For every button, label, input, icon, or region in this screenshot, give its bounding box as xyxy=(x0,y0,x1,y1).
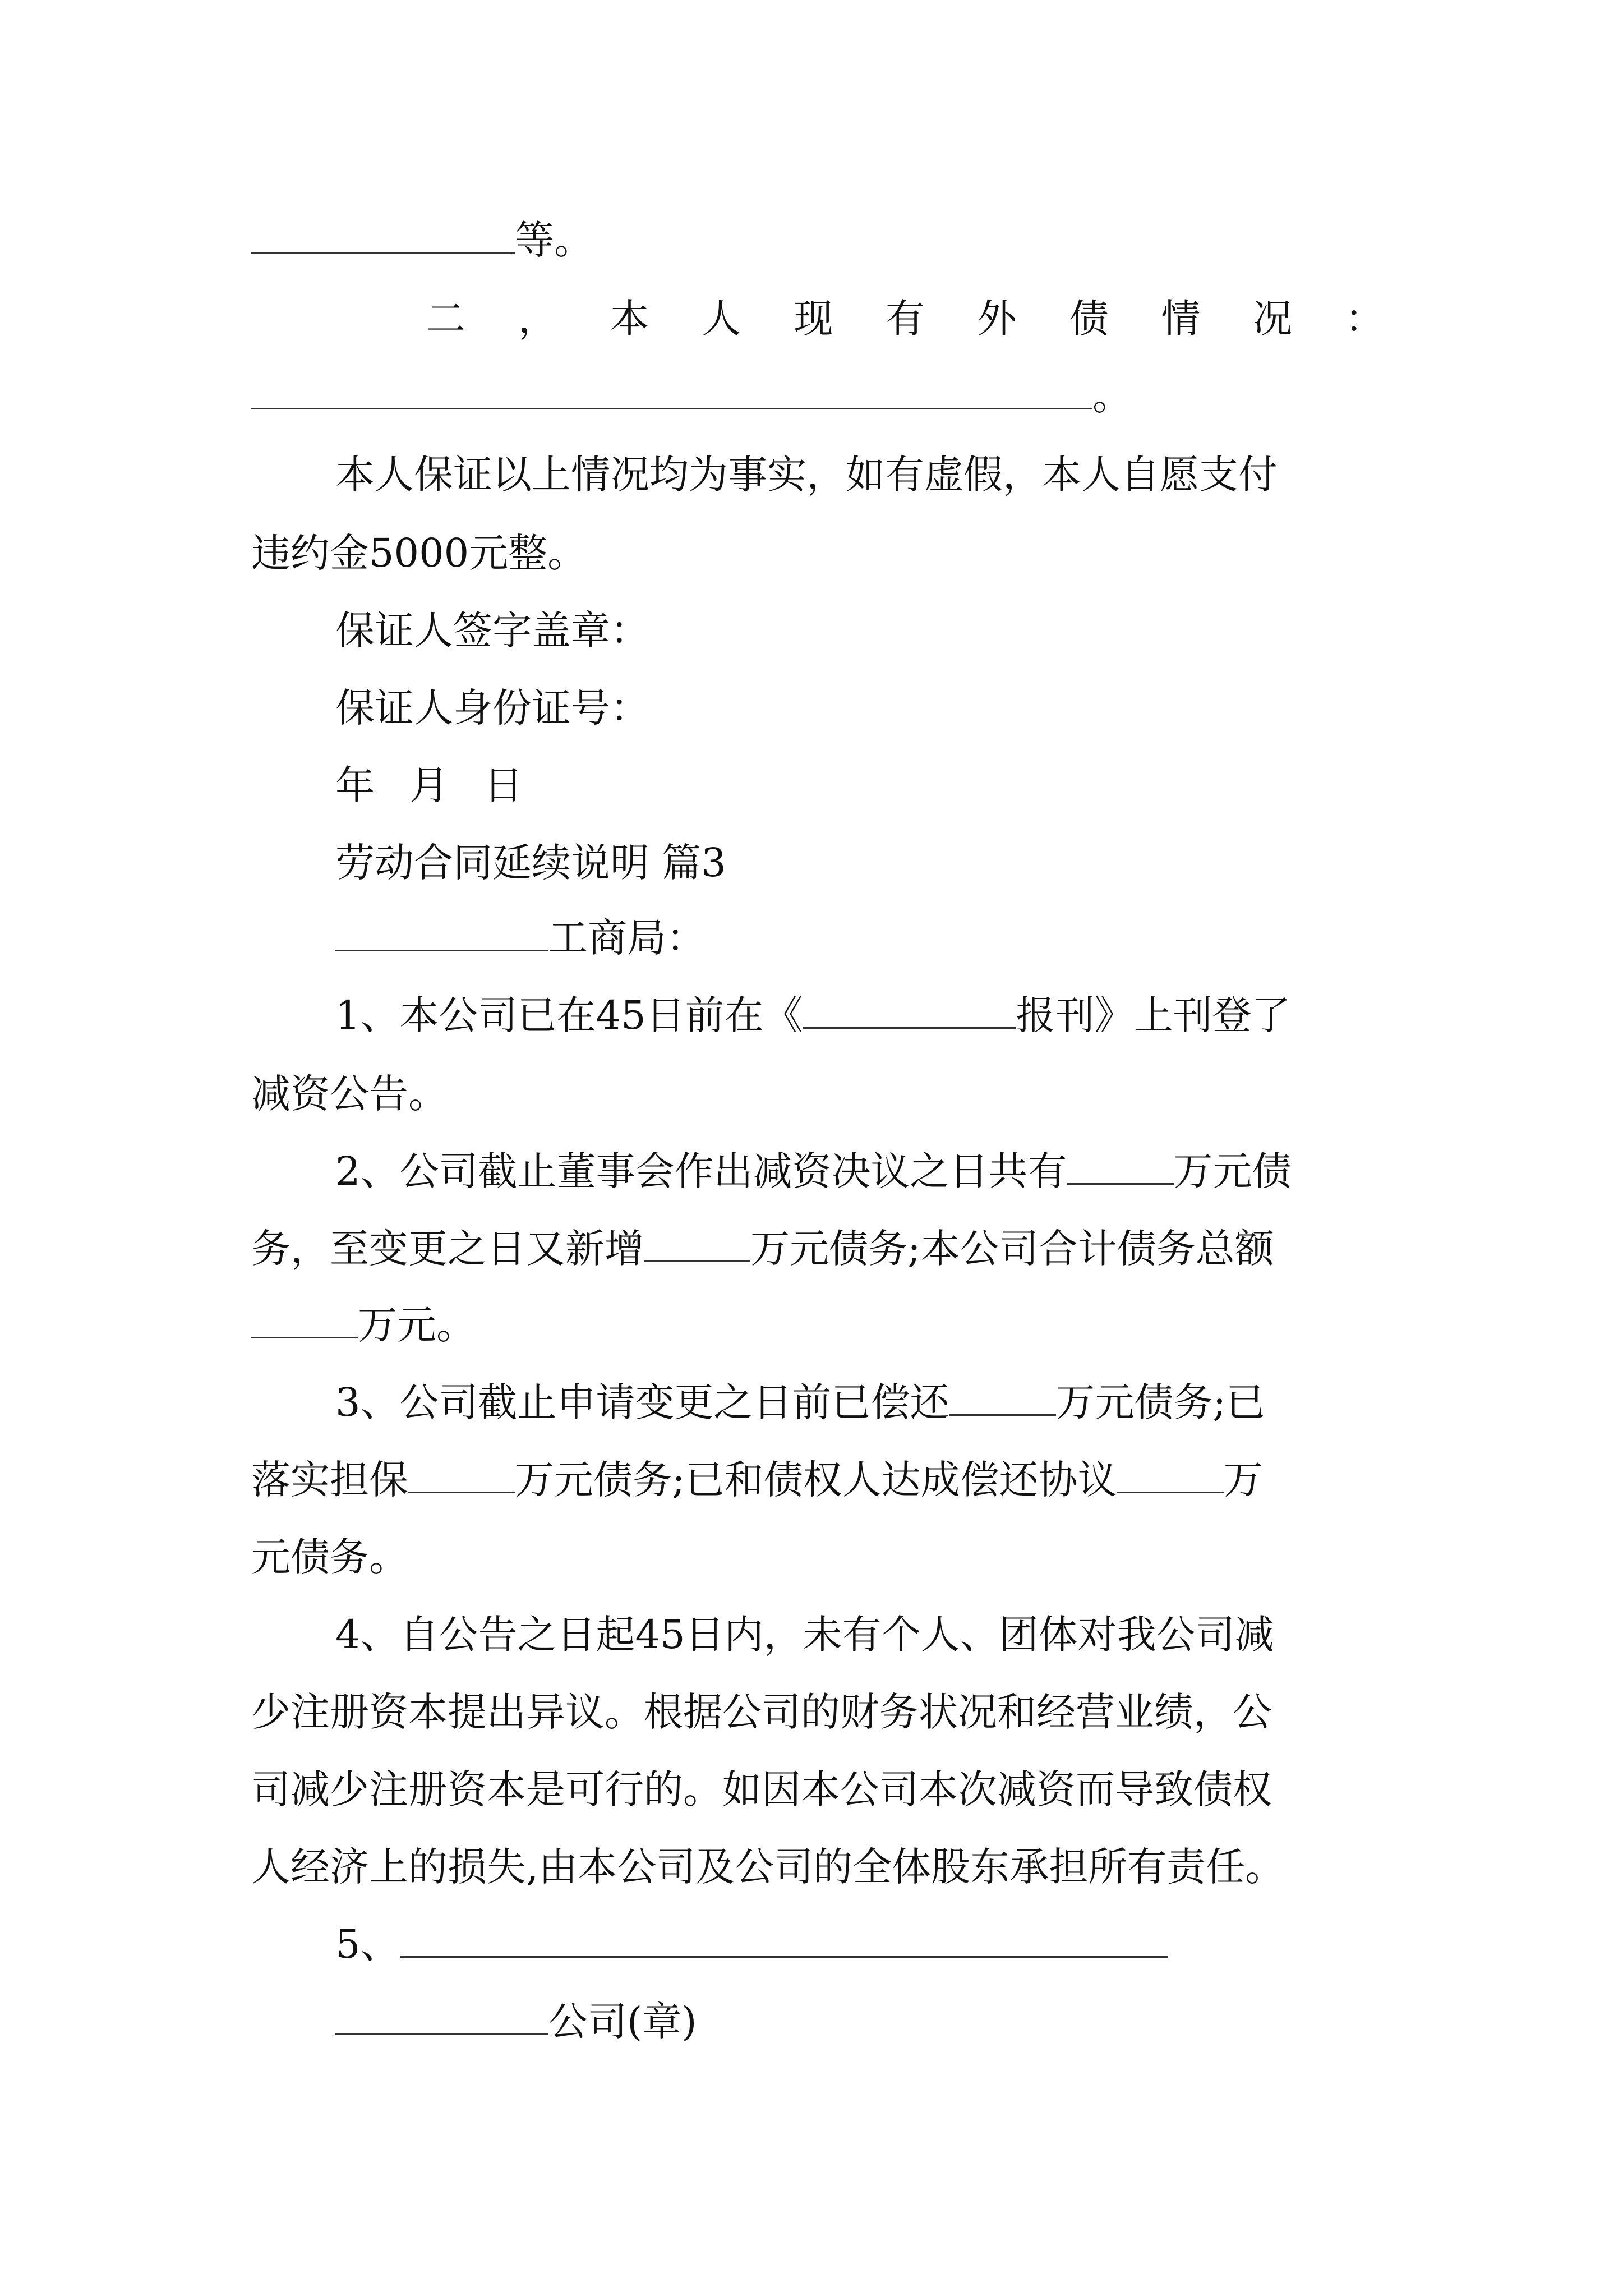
char: 本 xyxy=(610,296,649,342)
text: 公司(章) xyxy=(548,1999,697,2045)
char: 有 xyxy=(885,296,925,342)
text: 司减少注册资本是可行的。如因本公司本次减资而导致债权 xyxy=(251,1766,1272,1812)
text: 劳动合同延续说明 篇3 xyxy=(335,840,726,886)
char: 情 xyxy=(1161,296,1201,342)
text: 元债务。 xyxy=(251,1534,408,1580)
text: 1、本公司已在45日前在《 xyxy=(335,992,803,1038)
item-3-cont2 xyxy=(251,1519,1384,1595)
text: 4、自公告之日起45日内，未有个人、团体对我公司减 xyxy=(335,1612,1274,1658)
item-4 xyxy=(335,1596,1384,1673)
blank-line xyxy=(251,219,515,254)
item-2-cont xyxy=(251,1211,1384,1287)
blank-line xyxy=(408,1459,515,1493)
text: 3、公司截止申请变更之日前已偿还 xyxy=(335,1379,949,1425)
text: 工商局： xyxy=(548,915,706,961)
text: 少注册资本提出异议。根据公司的财务状况和经营业绩，公 xyxy=(251,1689,1272,1735)
text: 万元债务;本公司合计债务总额 xyxy=(750,1226,1274,1272)
text: 万元债务;已 xyxy=(1055,1379,1266,1425)
blank-line xyxy=(251,1304,358,1338)
text: 万 xyxy=(1223,1457,1263,1503)
line-3 xyxy=(251,358,1384,434)
item-1 xyxy=(335,977,1384,1053)
text: 报刊》上刊登了 xyxy=(1016,992,1291,1038)
text: 人经济上的损失,由本公司及公司的全体股东承担所有责任。 xyxy=(251,1844,1285,1890)
company-seal-line xyxy=(335,1984,1384,2060)
char: ， xyxy=(518,296,557,342)
char: 二 xyxy=(426,296,465,342)
line-5 xyxy=(251,515,1384,591)
item-3 xyxy=(335,1364,1384,1441)
line-4 xyxy=(335,436,1384,513)
blank-line xyxy=(400,1924,1168,1958)
item-3-cont xyxy=(251,1442,1384,1518)
blank-line xyxy=(949,1382,1056,1416)
addressee-line xyxy=(335,900,1384,976)
char: 人 xyxy=(702,296,741,342)
text: 本人保证以上情况均为事实，如有虚假，本人自愿支付 xyxy=(335,452,1278,498)
text: 2、公司截止董事会作出减资决议之日共有 xyxy=(335,1148,1067,1194)
text: 万元债务;已和债权人达成偿还协议 xyxy=(515,1457,1117,1503)
text: 违约金5000元整。 xyxy=(251,530,587,576)
char: 外 xyxy=(977,296,1017,342)
char: 况 xyxy=(1253,296,1293,342)
char: 现 xyxy=(794,296,833,342)
section-title xyxy=(335,825,1384,901)
blank-line xyxy=(335,2001,548,2035)
item-4-cont2 xyxy=(251,1751,1384,1828)
text: 减资公告。 xyxy=(251,1071,448,1117)
text: 保证人签字盖章： xyxy=(335,608,649,654)
text: 保证人身份证号： xyxy=(335,685,649,731)
char: 债 xyxy=(1069,296,1109,342)
guarantor-id-label xyxy=(335,670,1384,746)
char: ： xyxy=(1344,296,1384,342)
section-heading-external-debt xyxy=(426,280,1384,357)
text: 5、 xyxy=(335,1921,400,1967)
item-5 xyxy=(335,1906,1384,1982)
guarantor-signature-label xyxy=(335,592,1384,669)
blank-line xyxy=(1117,1459,1224,1493)
blank-line xyxy=(1067,1151,1174,1185)
text: 。 xyxy=(1092,373,1132,419)
date-line xyxy=(335,747,1384,823)
item-4-cont xyxy=(251,1674,1384,1750)
blank-line xyxy=(335,917,548,951)
line-1 xyxy=(251,202,1384,278)
blank-line xyxy=(251,375,1092,409)
blank-line xyxy=(644,1228,750,1262)
item-1-cont xyxy=(251,1056,1384,1132)
text: 万元债 xyxy=(1173,1148,1292,1194)
item-4-cont3 xyxy=(251,1829,1384,1905)
text: 落实担保 xyxy=(251,1457,408,1503)
text: 年 月 日 xyxy=(335,762,523,808)
item-2-cont2 xyxy=(251,1287,1384,1363)
text: 务，至变更之日又新增 xyxy=(251,1226,644,1272)
text: 等。 xyxy=(515,217,593,263)
blank-line xyxy=(803,995,1016,1029)
text: 万元。 xyxy=(358,1302,476,1348)
item-2 xyxy=(335,1133,1384,1209)
